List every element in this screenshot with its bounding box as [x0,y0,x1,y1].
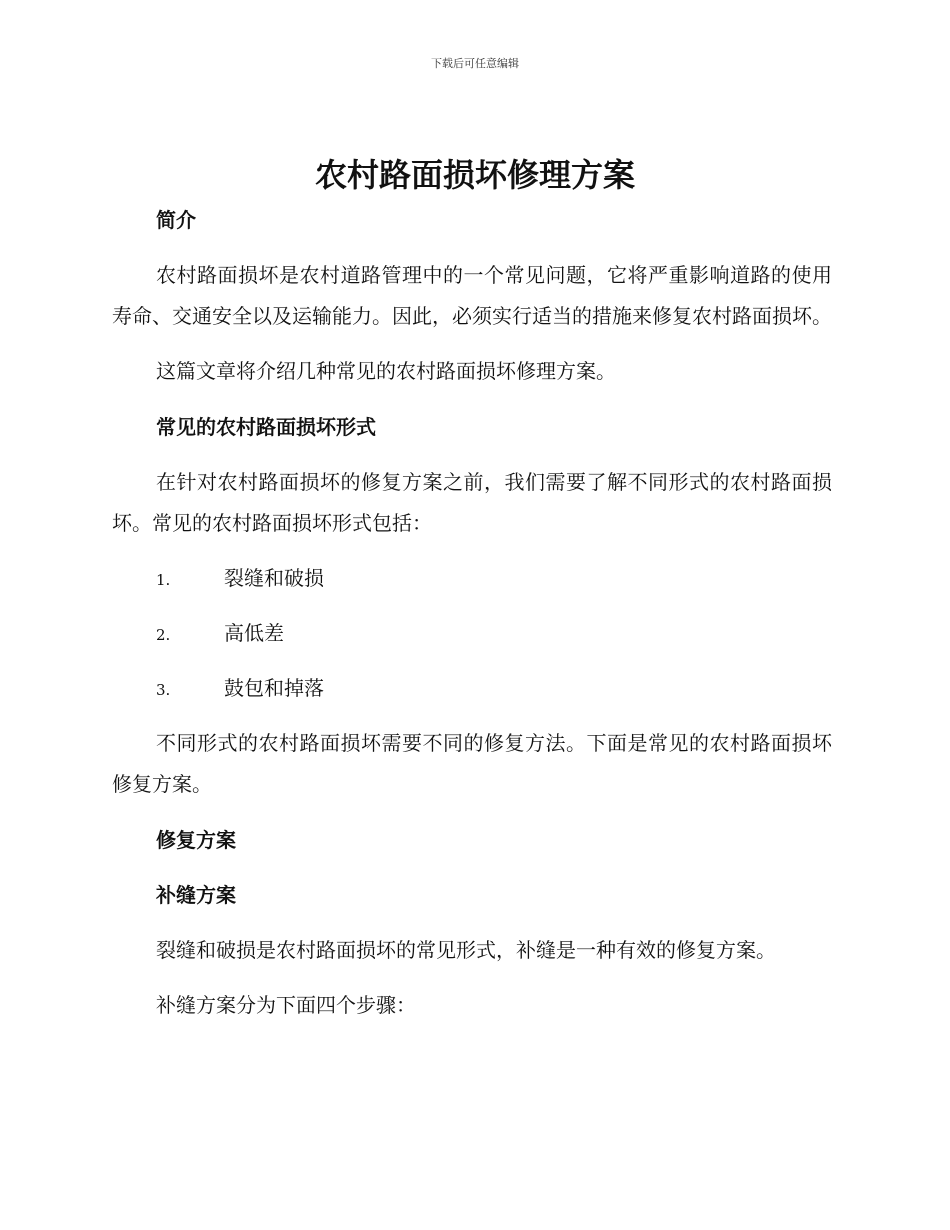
heading-repair-plans: 修复方案 [156,828,236,852]
list-text: 高低差 [224,621,284,645]
header-note: 下载后可任意编辑 [431,57,519,70]
paragraph-patch-1: 裂缝和破损是农村路面损坏的常见形式，补缝是一种有效的修复方案。 [156,938,776,962]
list-text: 裂缝和破损 [224,566,324,590]
list-number: 1. [156,571,171,589]
list-item [112,613,832,654]
paragraph-patch-2: 补缝方案分为下面四个步骤： [156,993,416,1017]
list-item [112,668,832,709]
list-number: 2. [156,626,171,644]
heading-damage-forms: 常见的农村路面损坏形式 [156,415,376,439]
paragraph-intro-1: 农村路面损坏是农村道路管理中的一个常见问题，它将严重影响道路的使用寿命、交通安全以及运输能力。因此，必须实行适当的措施来修复农村路面损坏。 [112,263,832,328]
list-text: 鼓包和掉落 [224,676,324,700]
paragraph-forms-2: 不同形式的农村路面损坏需要不同的修复方法。下面是常见的农村路面损坏修复方案。 [112,731,832,796]
document-title: 农村路面损坏修理方案 [314,156,635,194]
heading-patch-plan: 补缝方案 [156,883,236,907]
document-body [112,200,832,1026]
list-item [112,558,832,599]
heading-intro: 简介 [156,208,196,232]
list-number: 3. [156,681,171,699]
paragraph-intro-2: 这篇文章将介绍几种常见的农村路面损坏修理方案。 [156,359,616,383]
paragraph-forms-1: 在针对农村路面损坏的修复方案之前，我们需要了解不同形式的农村路面损坏。常见的农村路面损坏形式包括： [112,470,832,535]
